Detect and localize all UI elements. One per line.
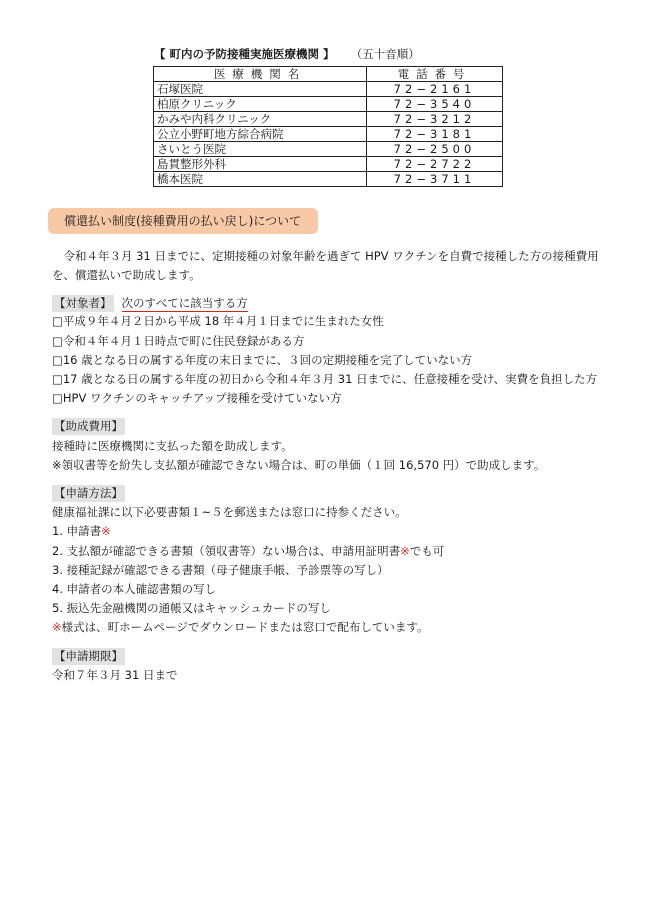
reimbursement-banner: 償還払い制度(接種費用の払い戻し)について [48, 208, 318, 234]
clinic-phone: 72−2500 [367, 142, 503, 157]
application-item-text: 2. 支払額が確認できる書類（領収書等）ない場合は、申請用証明書 [52, 543, 401, 558]
intro-paragraph: 令和４年３月 31 日までに、定期接種の対象年齢を過ぎて HPV ワクチンを自費で接種した方の接種費用を、償還払いで助成します。 [52, 249, 599, 283]
clinic-table-title [154, 46, 504, 62]
application-footnote [52, 618, 600, 637]
eligibility-heading [52, 295, 600, 312]
application-label: 【申請方法】 [54, 486, 123, 501]
table-row [154, 127, 503, 142]
header-phone: 電話番号 [367, 67, 503, 82]
subsidy-line: ※領収書等を紛失し支払額が確認できない場合は、町の単価（１回 16,570 円）で助成します。 [52, 457, 546, 472]
clinic-name: さいとう医院 [154, 142, 367, 157]
subsidy-label: 【助成費用】 [54, 419, 123, 434]
order-note: （五十音順） [356, 47, 420, 61]
clinic-table [153, 66, 503, 187]
subsidy-line: 接種時に医療機関に支払った額を助成します。 [52, 438, 293, 453]
deadline-value: 令和７年３月 31 日まで [52, 667, 178, 682]
clinic-name: 島貫整形外科 [154, 157, 367, 172]
application-lead: 健康福祉課に以下必要書類１~５を郵送または窓口に持参ください。 [52, 505, 407, 520]
clinic-phone: 72−2161 [367, 82, 503, 97]
application-item-text: 1. 申請書 [52, 524, 102, 539]
clinic-name: 石塚医院 [154, 82, 367, 97]
application-footnote-text: 様式は、町ホームページでダウンロードまたは窓口で配布しています。 [61, 620, 429, 635]
deadline-label: 【申請期限】 [54, 648, 123, 663]
table-row [154, 142, 503, 157]
table-header-row [154, 67, 503, 82]
clinic-name: かみや内科クリニック [154, 112, 367, 127]
clinic-phone: 72−3711 [367, 172, 503, 187]
table-row [154, 112, 503, 127]
table-row [154, 82, 503, 97]
clinic-phone: 72−3212 [367, 112, 503, 127]
application-item [52, 542, 600, 561]
note-mark: ※ [52, 620, 62, 635]
table-row [154, 97, 503, 112]
application-heading [52, 484, 600, 503]
clinic-name: 公立小野町地方綜合病院 [154, 127, 367, 142]
eligibility-item: □17 歳となる日の属する年度の初日から令和４年３月 31 日までに、任意接種を受け、実費を負担した方 [52, 372, 598, 387]
main-content [52, 247, 600, 685]
eligibility-item: □16 歳となる日の属する年度の末日までに、３回の定期接種を完了していない方 [52, 352, 473, 367]
eligibility-label: 【対象者】 [54, 296, 112, 311]
application-item: 5. 振込先金融機関の通帳又はキャッシュカードの写し [52, 601, 331, 616]
clinic-phone: 72−3181 [367, 127, 503, 142]
deadline-heading [52, 647, 600, 666]
application-item [52, 522, 600, 541]
application-item: 3. 接種記録が確認できる書類（母子健康手帳、予診票等の写し） [52, 562, 389, 577]
clinic-name: 橋本医院 [154, 172, 367, 187]
clinic-name: 柏原クリニック [154, 97, 367, 112]
note-mark: ※ [101, 524, 111, 539]
eligibility-item: □平成９年４月２日から平成 18 年４月１日までに生まれた女性 [52, 314, 384, 329]
application-item-text: でも可 [409, 543, 445, 558]
header-clinic-name: 医療機関名 [154, 67, 367, 82]
clinic-phone: 72−2722 [367, 157, 503, 172]
eligibility-item: □HPV ワクチンのキャッチアップ接種を受けていない方 [52, 391, 342, 406]
subsidy-heading [52, 417, 600, 436]
clinic-phone: 72−3540 [367, 97, 503, 112]
application-item: 4. 申請者の本人確認書類の写し [52, 582, 217, 597]
eligibility-note: 次のすべてに該当する方 [121, 296, 248, 311]
eligibility-item: □令和４年４月１日時点で町に住民登録がある方 [52, 333, 305, 348]
table-row [154, 157, 503, 172]
clinic-table-heading: 【 町内の予防接種実施医療機関 】 [154, 47, 335, 61]
table-row [154, 172, 503, 187]
note-mark: ※ [400, 543, 410, 558]
